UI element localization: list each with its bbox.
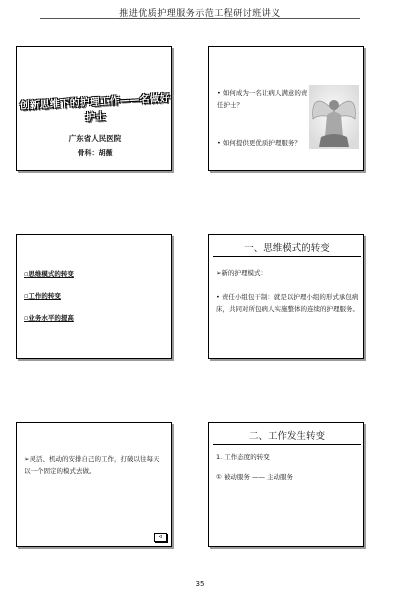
outline-link-work-change[interactable]: ▫工作的转变 — [24, 292, 61, 300]
bullet-dot-icon: • — [217, 139, 223, 147]
wordart-title: 创新思维下的护理工作——名做好护士 — [19, 93, 170, 124]
team-responsibility-paragraph: • 责任小组包干制：就是以护理小组的形式承包病床，共同对所包病人实施整体的连续的护理服务。 — [216, 293, 359, 313]
slide-2-questions — [208, 46, 364, 171]
presenter-department: 骨科：胡薇 — [77, 149, 113, 157]
attitude-change-line: 1. 工作态度的转变 — [216, 453, 270, 461]
small-square-bullet-icon: ▫ — [24, 292, 29, 300]
heading-divider — [213, 444, 361, 445]
angel-statue-image — [309, 85, 359, 149]
flexible-work-paragraph: ➢灵活、机动的安排自己的工作，打破以往每天以一个固定的模式去做。 — [24, 455, 160, 475]
arrow-bullet-icon: ➢ — [216, 269, 222, 277]
slide-3-outline — [16, 234, 172, 359]
slide-6-work-change — [208, 422, 364, 547]
page-number: 35 — [195, 580, 205, 588]
arrow-bullet-icon: ➢ — [24, 455, 30, 463]
bullet-dot-icon: • — [216, 293, 222, 301]
slide-1-title — [16, 46, 172, 171]
question-bullet-2: • 如何提供更优质护理服务？ — [217, 139, 301, 147]
heading-divider — [213, 256, 361, 257]
question-bullet-1: • 如何成为一名让病人满意的责任护士？ — [217, 89, 308, 109]
header-divider — [40, 18, 360, 19]
small-square-bullet-icon: ▫ — [24, 314, 29, 322]
back-nav-icon[interactable]: ⊲ — [154, 533, 167, 542]
small-square-bullet-icon: ▫ — [24, 270, 29, 278]
slide-4-thinking-mode — [208, 234, 364, 359]
slide-5-flexible-work — [16, 422, 172, 547]
slide-heading: 一、思维模式的转变 — [244, 243, 330, 254]
document-header-title: 推进优质护理服务示范工程研讨班讲义 — [119, 9, 281, 19]
nursing-mode-line: ➢新的护理模式： — [216, 269, 267, 277]
bullet-dot-icon: • — [217, 89, 223, 97]
outline-link-thinking-mode[interactable]: ▫思维模式的转变 — [24, 270, 74, 278]
outline-link-skill-improvement[interactable]: ▫业务水平的提高 — [24, 314, 74, 322]
passive-to-active-line: ① 被动服务 —— 主动服务 — [216, 473, 294, 481]
hospital-name: 广东省人民医院 — [68, 134, 122, 143]
slide-heading: 二、工作发生转变 — [248, 431, 325, 442]
